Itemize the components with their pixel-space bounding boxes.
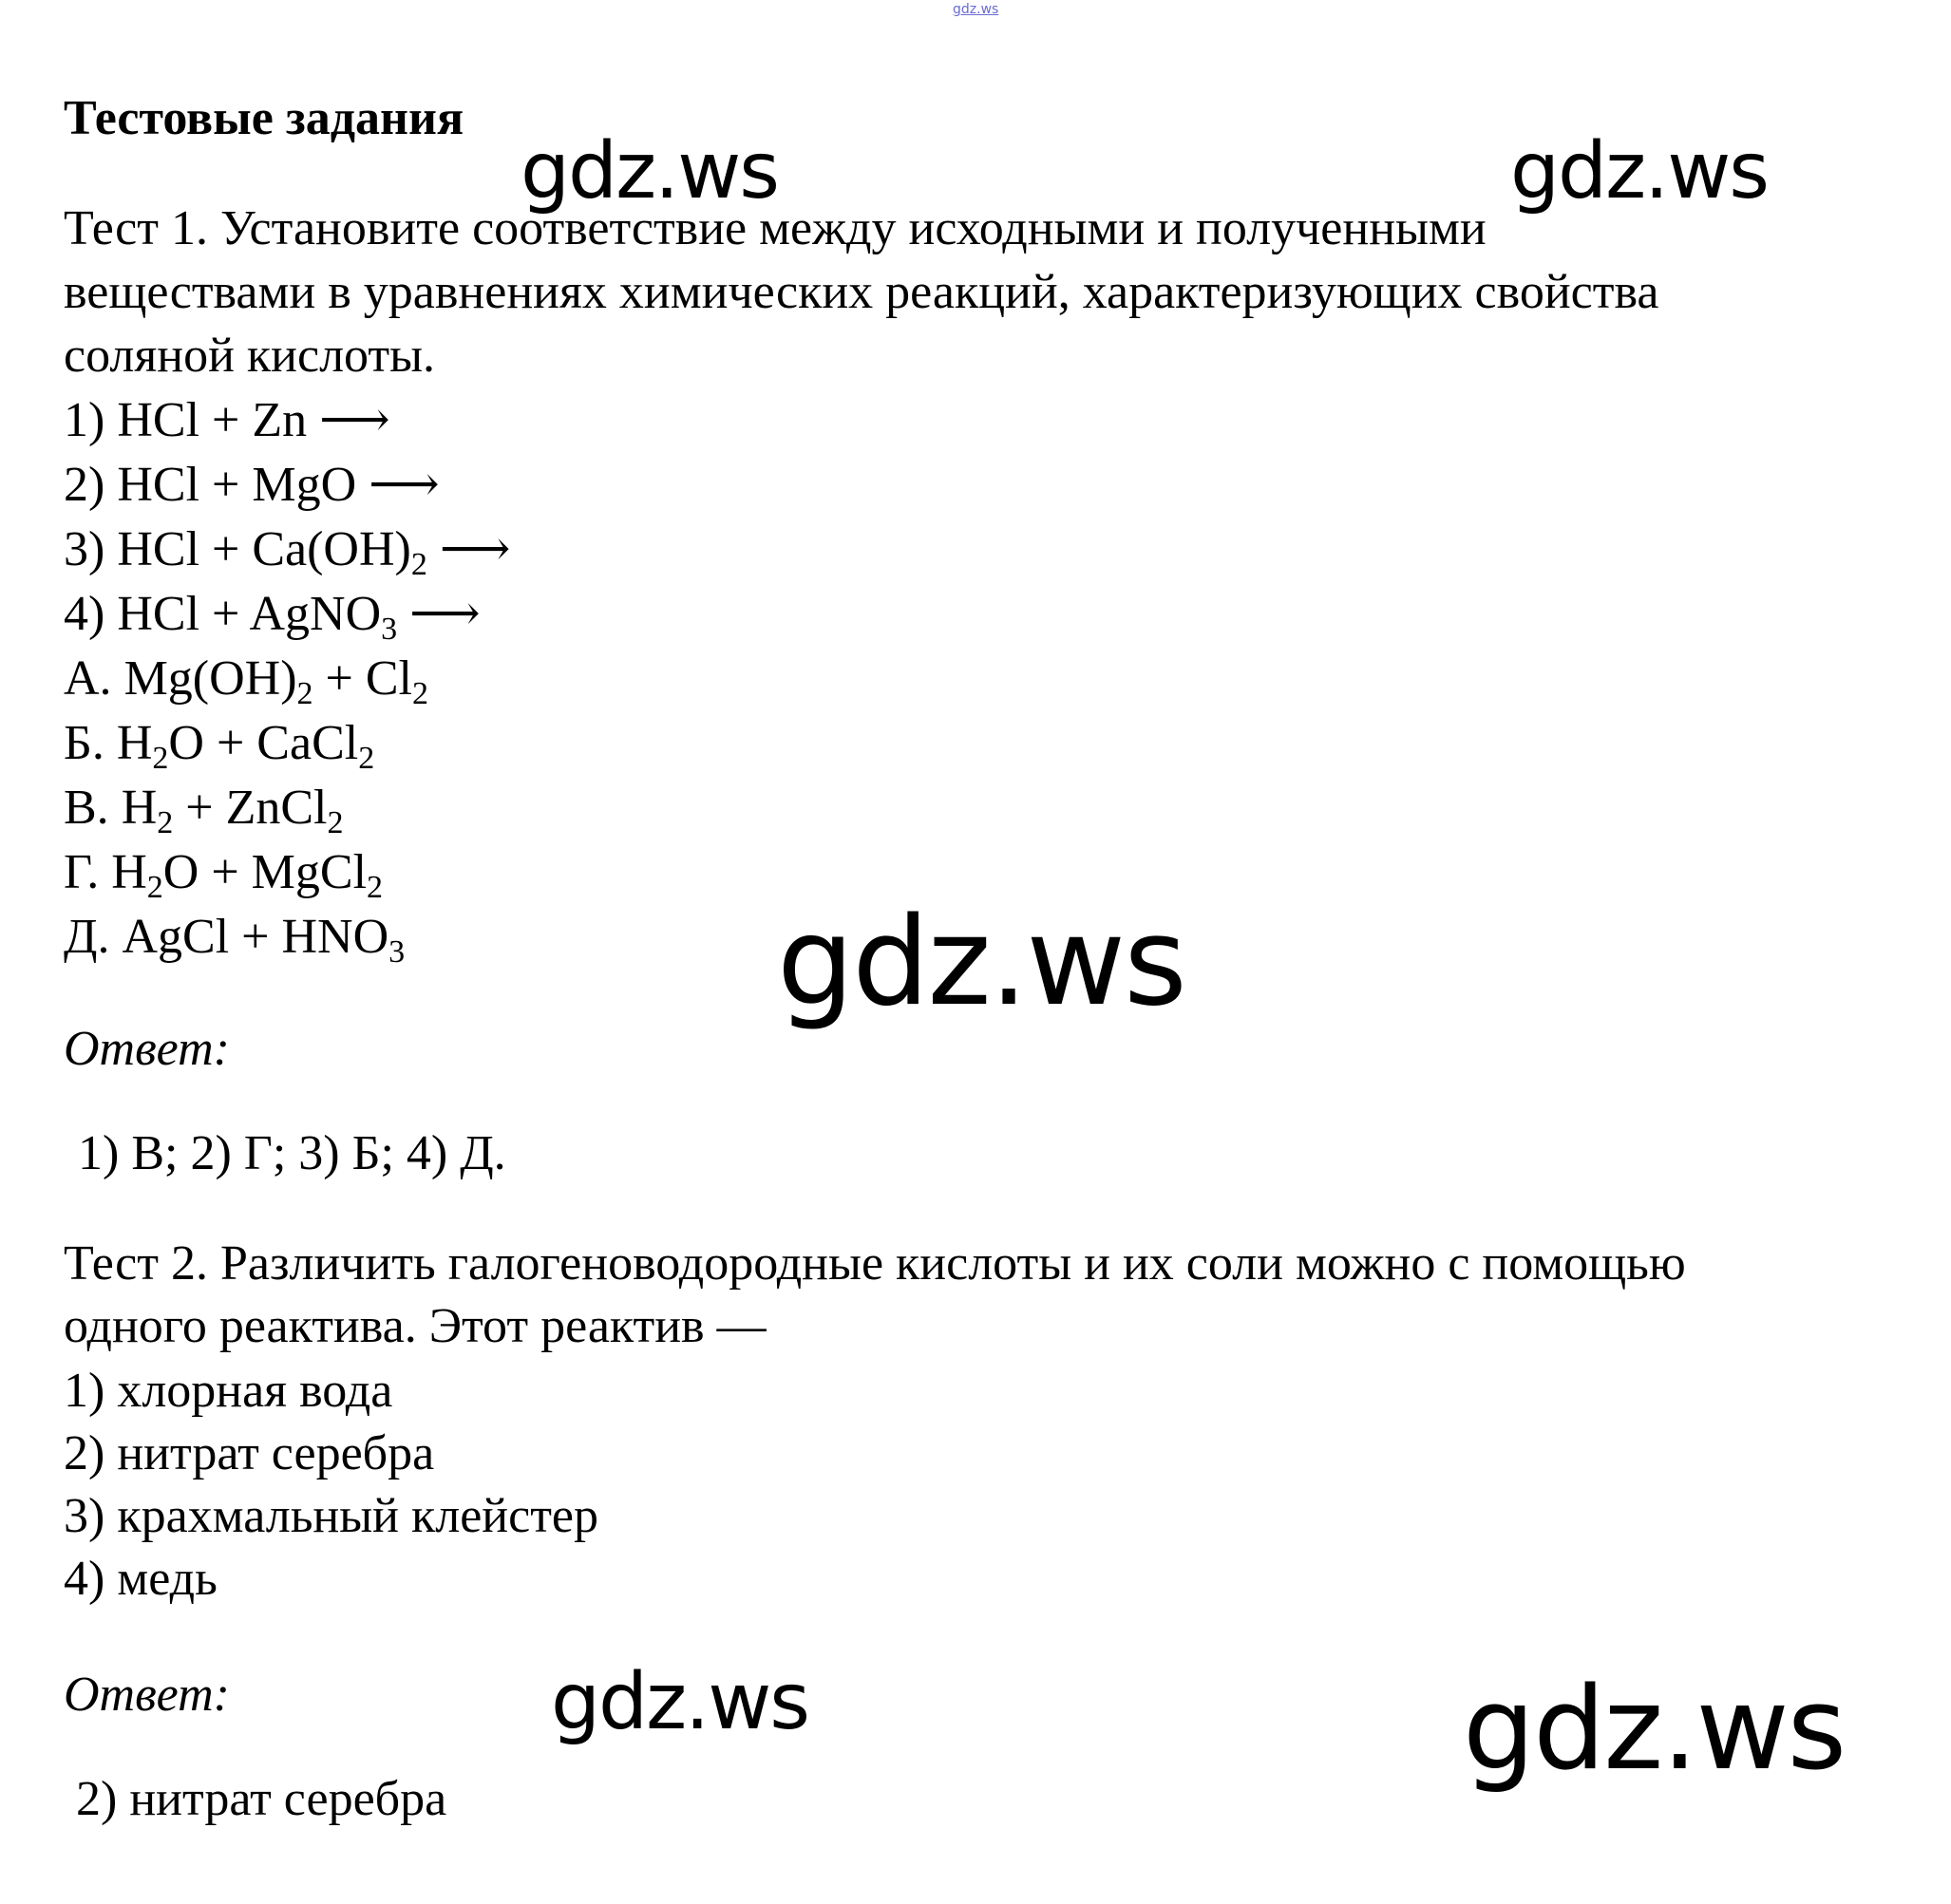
formula-text: + Cl: [313, 651, 413, 706]
item-label: 4): [64, 587, 118, 641]
product-b: [64, 712, 374, 775]
test1-answer-label: Ответ:: [64, 1022, 230, 1076]
formula-text: ⟶: [397, 587, 481, 641]
test1-prompt-line-3: соляной кислоты.: [64, 329, 436, 383]
formula-subscript: 2: [367, 870, 384, 905]
reaction-2: [64, 454, 440, 517]
formula-subscript: 2: [296, 676, 313, 711]
formula-text: + ZnCl: [173, 781, 328, 835]
reaction-1: [64, 389, 390, 452]
formula-subscript: 2: [410, 547, 427, 582]
formula-subscript: 2: [358, 741, 375, 776]
test2-option-4: 4) медь: [64, 1552, 218, 1606]
test2-prompt-line-2: одного реактива. Этот реактив —: [64, 1299, 767, 1353]
test2-prompt-line-1: Тест 2. Различить галогеноводородные кислоты и их соли можно с помощью: [64, 1236, 1686, 1291]
formula-text: HCl + AgNO: [117, 587, 382, 641]
reaction-3: [64, 518, 510, 581]
item-label: В.: [64, 781, 122, 835]
formula-subscript: 2: [412, 676, 429, 711]
formula-subscript: 2: [327, 805, 344, 840]
formula-text: H: [116, 716, 153, 770]
item-label: Д.: [64, 910, 123, 964]
formula-text: AgCl + HNO: [122, 910, 389, 964]
formula-text: O + CaCl: [168, 716, 359, 770]
item-label: Г.: [64, 845, 112, 899]
header-watermark-link[interactable]: gdz.ws: [953, 2, 999, 17]
formula-text: H: [111, 845, 147, 899]
formula-subscript: 2: [146, 870, 163, 905]
watermark: gdz.ws: [777, 892, 1185, 1033]
test2-option-2: 2) нитрат серебра: [64, 1426, 435, 1480]
formula-text: Mg(OH): [123, 651, 297, 706]
item-label: Б.: [64, 716, 117, 770]
item-label: 2): [64, 458, 118, 512]
page-heading: Тестовые задания: [64, 91, 464, 145]
watermark: gdz.ws: [1510, 126, 1768, 217]
test1-answer: 1) В; 2) Г; 3) Б; 4) Д.: [78, 1126, 506, 1180]
item-label: А.: [64, 651, 124, 706]
item-label: 3): [64, 522, 118, 576]
formula-text: H: [121, 781, 158, 835]
formula-text: HCl + MgO ⟶: [117, 458, 440, 512]
product-d: [64, 906, 405, 969]
formula-text: HCl + Zn ⟶: [117, 393, 390, 447]
watermark: gdz.ws: [551, 1657, 808, 1747]
formula-subscript: 2: [152, 741, 169, 776]
product-g: [64, 841, 383, 904]
formula-text: ⟶: [426, 522, 511, 576]
watermark: gdz.ws: [521, 126, 778, 217]
item-label: 1): [64, 393, 118, 447]
formula-subscript: 2: [157, 805, 174, 840]
formula-text: HCl + Ca(OH): [117, 522, 411, 576]
product-a: [64, 648, 428, 710]
test1-prompt-line-2: веществами в уравнениях химических реакций, характеризующих свойства: [64, 265, 1659, 319]
reaction-4: [64, 583, 481, 646]
formula-text: O + MgCl: [162, 845, 368, 899]
test1-prompt-line-1: Тест 1. Установите соответствие между исходными и полученными: [64, 201, 1487, 255]
product-v: [64, 777, 343, 839]
formula-subscript: 3: [388, 934, 406, 970]
watermark: gdz.ws: [1463, 1664, 1846, 1796]
test2-answer: 2) нитрат серебра: [76, 1772, 447, 1826]
test2-answer-label: Ответ:: [64, 1668, 230, 1722]
test2-option-1: 1) хлорная вода: [64, 1364, 393, 1418]
formula-subscript: 3: [381, 612, 398, 647]
test2-option-3: 3) крахмальный клейстер: [64, 1489, 599, 1543]
